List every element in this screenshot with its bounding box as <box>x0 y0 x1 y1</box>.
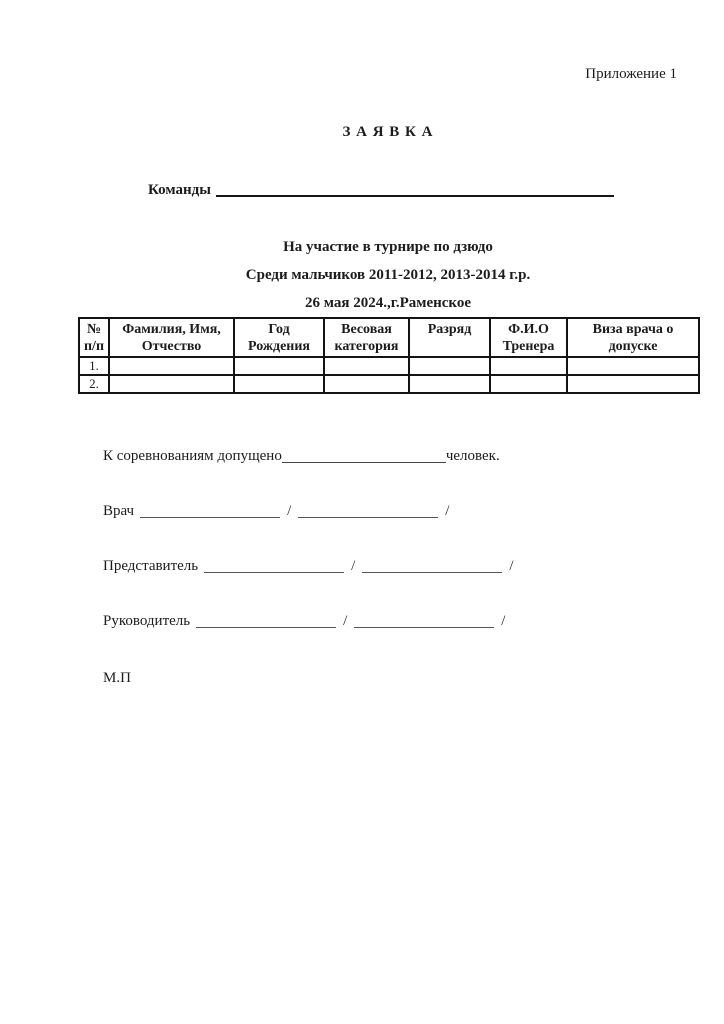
form-title: З А Я В К А <box>342 124 434 140</box>
empty-cell <box>409 375 490 393</box>
empty-cell <box>109 375 234 393</box>
stamp-label: М.П <box>103 670 131 686</box>
team-name-blank <box>216 183 614 197</box>
representative-signature-blank <box>204 559 344 573</box>
empty-cell <box>490 357 567 375</box>
slash-separator: / <box>351 558 356 574</box>
empty-cell <box>409 357 490 375</box>
empty-cell <box>567 357 699 375</box>
column-header-number: № п/п <box>79 318 109 357</box>
column-header-weight-category: Весовая категория <box>324 318 409 357</box>
slash-separator: / <box>501 613 506 629</box>
doctor-signature-line <box>103 503 450 520</box>
subtitle-block <box>78 233 698 317</box>
doctor-label: Врач <box>103 503 135 519</box>
subtitle-line-tournament: На участие в турнире по дзюдо <box>283 239 493 255</box>
head-label: Руководитель <box>103 613 191 629</box>
column-header-birth-year: Год Рождения <box>234 318 324 357</box>
head-signature-line <box>103 613 506 630</box>
empty-cell <box>234 357 324 375</box>
row-number-cell: 2. <box>79 375 109 393</box>
doctor-name-blank <box>298 504 438 518</box>
admission-line <box>103 448 500 465</box>
empty-cell <box>490 375 567 393</box>
column-header-name: Фамилия, Имя, Отчество <box>109 318 234 357</box>
slash-separator: / <box>287 503 292 519</box>
subtitle-line-age-groups: Среди мальчиков 2011-2012, 2013-2014 г.р. <box>245 267 531 283</box>
representative-signature-line <box>103 558 514 575</box>
entries-table <box>78 317 700 394</box>
empty-cell <box>567 375 699 393</box>
table-header-row <box>79 318 699 357</box>
subtitle-line-date-place: 26 мая 2024.,г.Раменское <box>304 295 472 311</box>
admission-suffix: человек. <box>445 448 500 464</box>
representative-label: Представитель <box>103 558 199 574</box>
head-name-blank <box>354 614 494 628</box>
slash-separator: / <box>445 503 450 519</box>
empty-cell <box>109 357 234 375</box>
team-line <box>148 182 614 199</box>
slash-separator: / <box>509 558 514 574</box>
empty-cell <box>324 375 409 393</box>
appendix-label: Приложение 1 <box>585 66 677 82</box>
team-label: Команды <box>148 182 211 198</box>
table-row <box>79 375 699 393</box>
doctor-signature-blank <box>140 504 280 518</box>
column-header-doctor-visa: Виза врача о допуске <box>567 318 699 357</box>
empty-cell <box>234 375 324 393</box>
slash-separator: / <box>343 613 348 629</box>
admission-prefix: К соревнованиям допущено <box>103 448 282 464</box>
row-number-cell: 1. <box>79 357 109 375</box>
representative-name-blank <box>362 559 502 573</box>
table-row <box>79 357 699 375</box>
column-header-rank: Разряд <box>409 318 490 357</box>
admission-count-blank <box>282 449 446 463</box>
column-header-coach-name: Ф.И.О Тренера <box>490 318 567 357</box>
empty-cell <box>324 357 409 375</box>
head-signature-blank <box>196 614 336 628</box>
